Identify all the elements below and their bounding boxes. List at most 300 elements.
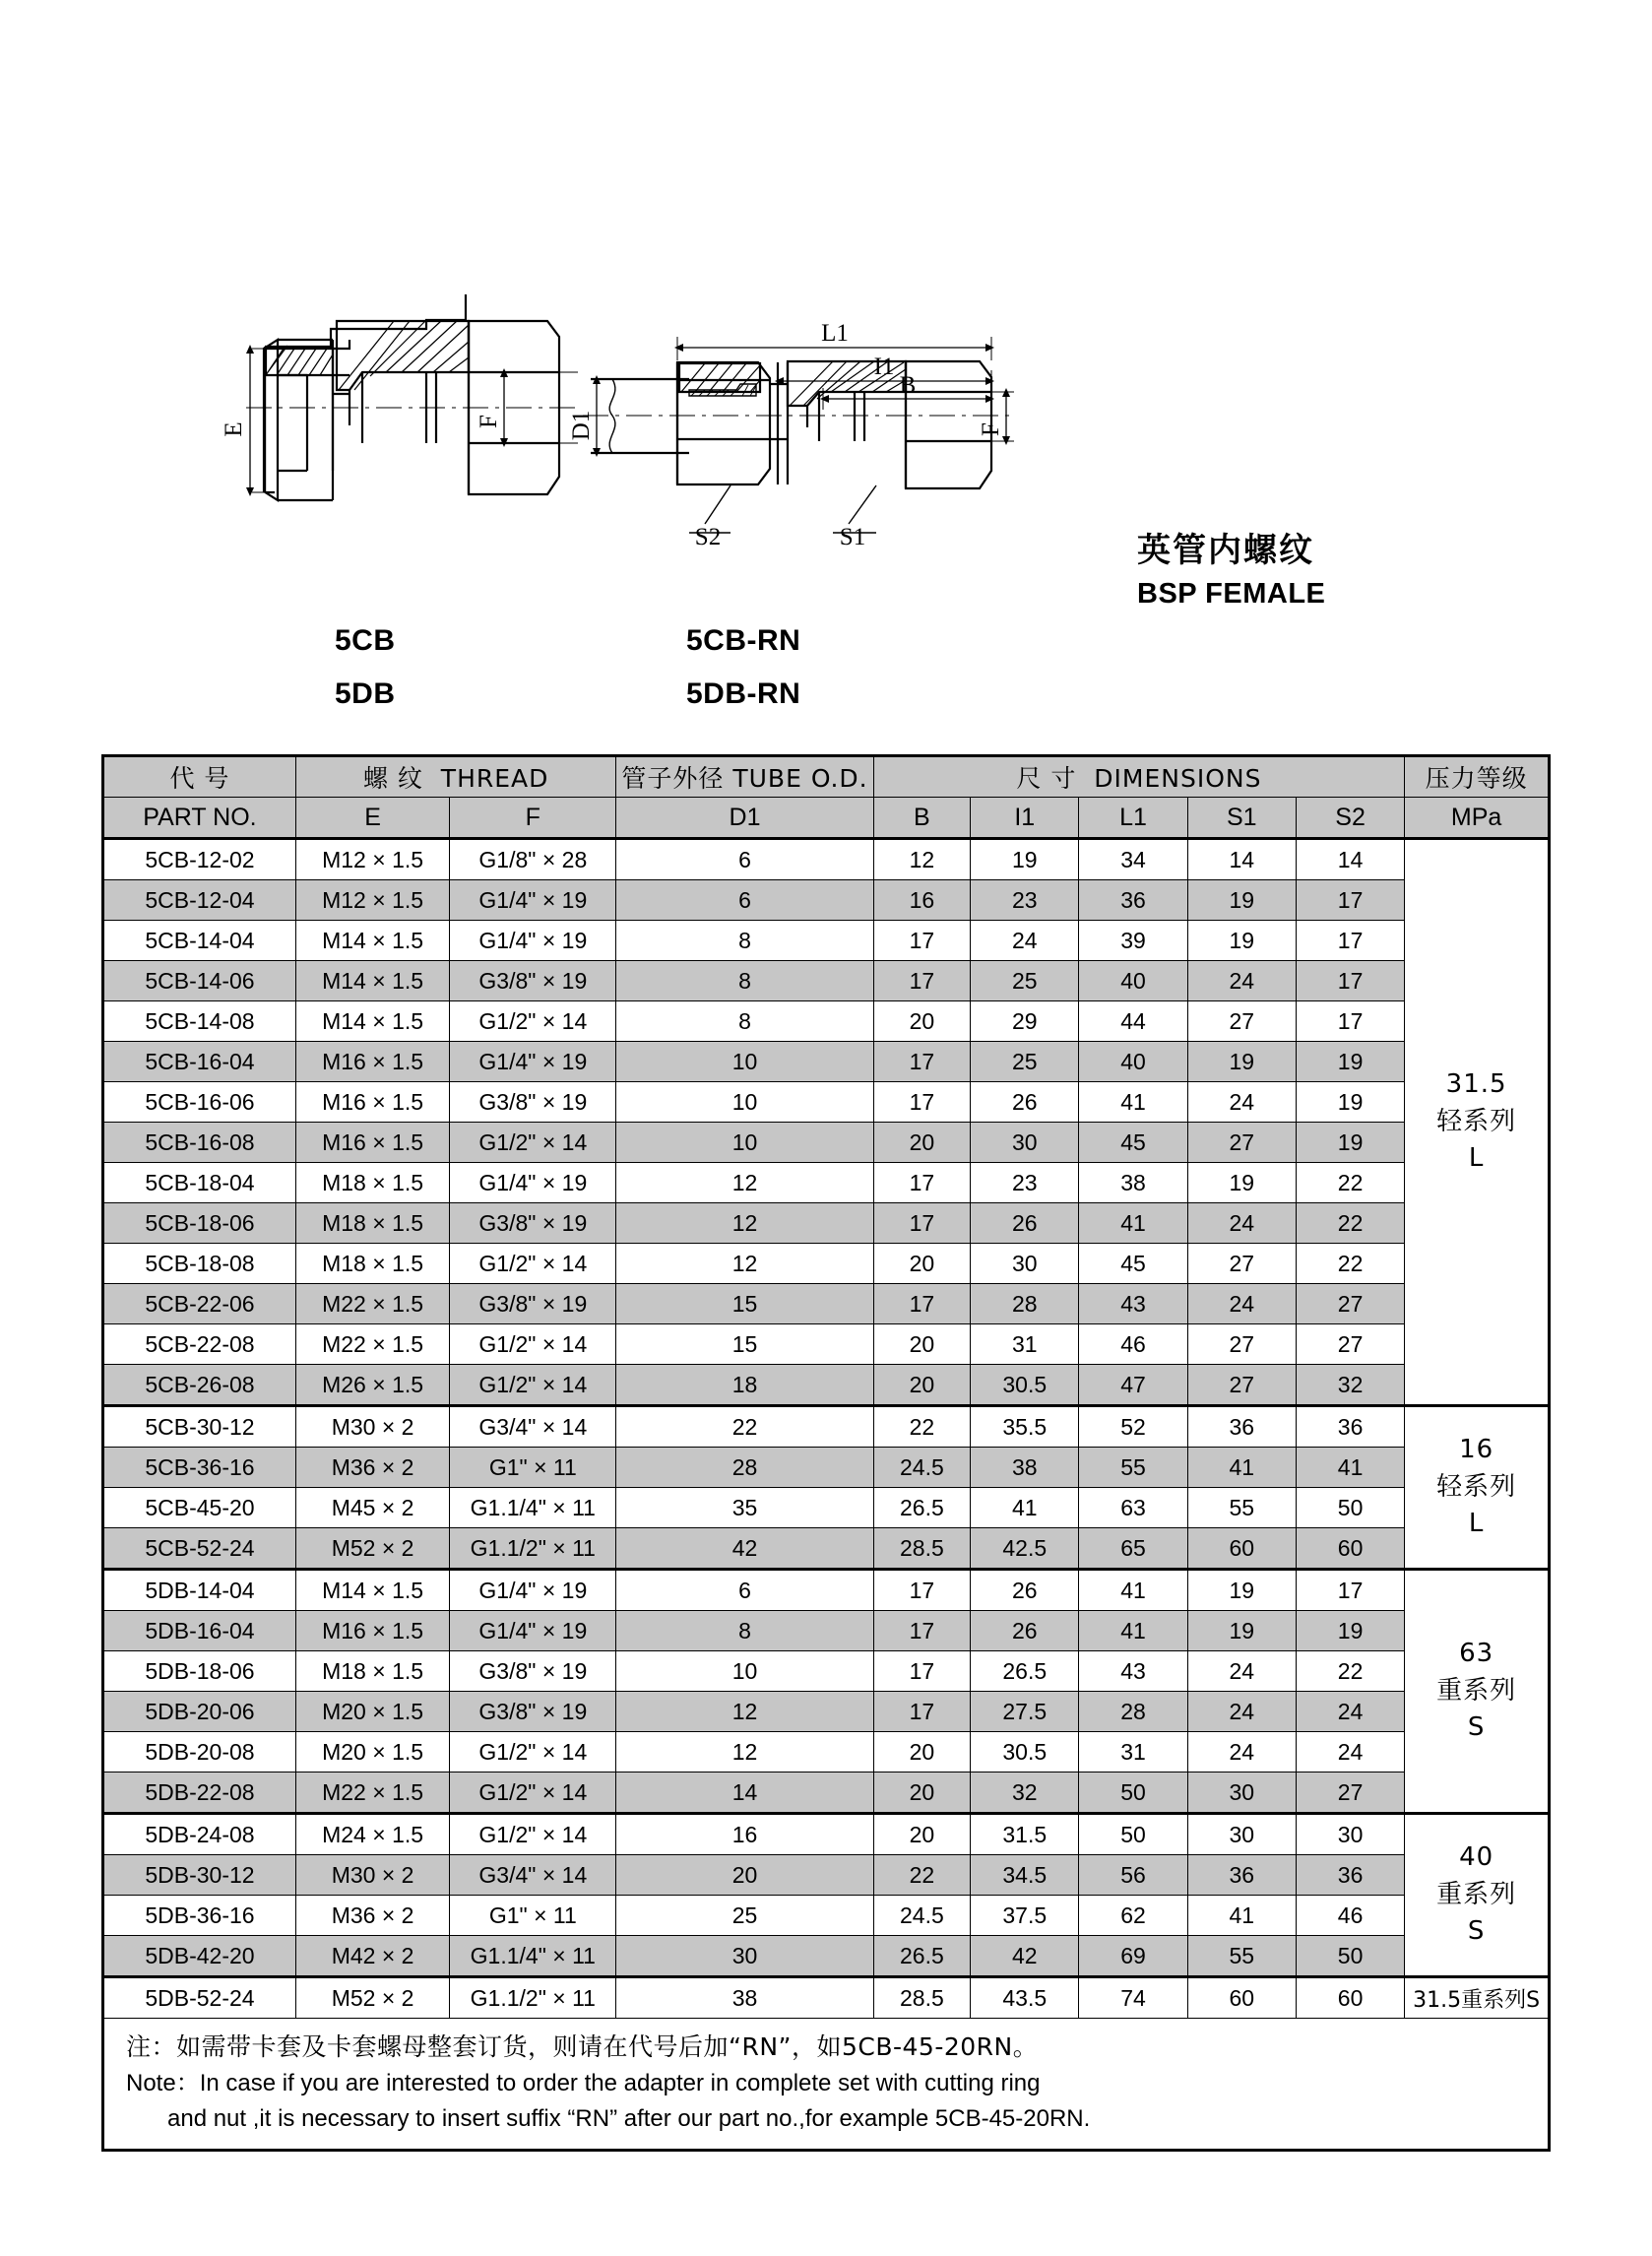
cell-thread-f: G1/2" × 14	[450, 1365, 616, 1406]
table-row	[103, 1977, 1550, 2019]
cell-dim-l1: 47	[1079, 1365, 1187, 1406]
cell-thread-f: G1.1/2" × 11	[450, 1528, 616, 1570]
cell-dim-i1: 23	[971, 1163, 1079, 1203]
pressure-series-cn: 重系列	[1436, 1675, 1517, 1706]
cell-dim-i1: 34.5	[971, 1855, 1079, 1896]
cell-pressure-rating	[1405, 1814, 1550, 1977]
cell-part-no: 5DB-22-08	[103, 1773, 296, 1814]
cell-part-no: 5DB-24-08	[103, 1814, 296, 1855]
cell-dim-i1: 25	[971, 961, 1079, 1001]
cell-part-no: 5CB-18-06	[103, 1203, 296, 1244]
cell-dim-s2: 22	[1296, 1203, 1404, 1244]
label-L1: L1	[821, 320, 849, 347]
label-F-left: F	[476, 415, 502, 428]
cell-thread-f: G3/8" × 19	[450, 1203, 616, 1244]
table-row	[103, 1651, 1550, 1692]
cell-dim-l1: 52	[1079, 1406, 1187, 1448]
cell-dim-b: 26.5	[873, 1936, 970, 1977]
cell-tube-od: 6	[616, 880, 873, 921]
cell-dim-b: 26.5	[873, 1488, 970, 1528]
label-E: E	[221, 421, 247, 437]
cell-tube-od: 10	[616, 1651, 873, 1692]
cell-dim-i1: 19	[971, 839, 1079, 880]
cell-part-no: 5CB-16-06	[103, 1082, 296, 1123]
cell-thread-f: G1/4" × 19	[450, 880, 616, 921]
cell-dim-b: 28.5	[873, 1528, 970, 1570]
cell-tube-od: 6	[616, 839, 873, 880]
cell-pressure-rating	[1405, 839, 1550, 1406]
cell-thread-f: G1/2" × 14	[450, 1244, 616, 1284]
table-row	[103, 961, 1550, 1001]
pressure-series-code: S	[1467, 1712, 1486, 1743]
cell-thread-f: G1/8" × 28	[450, 839, 616, 880]
cell-dim-s1: 27	[1187, 1001, 1296, 1042]
cell-pressure-rating	[1405, 1570, 1550, 1814]
cell-dim-b: 20	[873, 1814, 970, 1855]
cell-dim-l1: 45	[1079, 1244, 1187, 1284]
cell-dim-l1: 31	[1079, 1732, 1187, 1773]
label-I1: I1	[873, 354, 895, 380]
cell-tube-od: 20	[616, 1855, 873, 1896]
cell-thread-f: G1.1/2" × 11	[450, 1977, 616, 2019]
cell-dim-s1: 19	[1187, 921, 1296, 961]
cell-dim-s2: 17	[1296, 1570, 1404, 1611]
cell-dim-l1: 39	[1079, 921, 1187, 961]
col-S1: S1	[1187, 798, 1296, 839]
cell-dim-i1: 42	[971, 1936, 1079, 1977]
cell-dim-i1: 32	[971, 1773, 1079, 1814]
cell-dim-l1: 44	[1079, 1001, 1187, 1042]
col-S2: S2	[1296, 798, 1404, 839]
cell-tube-od: 10	[616, 1082, 873, 1123]
cell-dim-l1: 43	[1079, 1284, 1187, 1324]
cell-pressure-rating	[1405, 1406, 1550, 1570]
cell-dim-i1: 30	[971, 1244, 1079, 1284]
cell-dim-b: 17	[873, 1570, 970, 1611]
cell-dim-l1: 63	[1079, 1488, 1187, 1528]
table-row	[103, 1365, 1550, 1406]
cell-thread-f: G1/4" × 19	[450, 921, 616, 961]
table-row	[103, 1324, 1550, 1365]
table-row	[103, 1855, 1550, 1896]
cell-dim-s2: 17	[1296, 921, 1404, 961]
cell-dim-i1: 27.5	[971, 1692, 1079, 1732]
cell-thread-e: M16 × 1.5	[295, 1123, 449, 1163]
cell-thread-e: M14 × 1.5	[295, 921, 449, 961]
cell-dim-s2: 17	[1296, 1001, 1404, 1042]
cell-dim-s2: 17	[1296, 961, 1404, 1001]
col-D1: D1	[616, 798, 873, 839]
table-header-row-2	[103, 798, 1550, 839]
cell-dim-s1: 19	[1187, 1611, 1296, 1651]
cell-part-no: 5DB-42-20	[103, 1936, 296, 1977]
cell-dim-l1: 38	[1079, 1163, 1187, 1203]
cell-dim-i1: 23	[971, 880, 1079, 921]
cell-dim-i1: 29	[971, 1001, 1079, 1042]
table-row	[103, 1773, 1550, 1814]
note-row	[103, 2019, 1550, 2151]
cell-thread-f: G1" × 11	[450, 1896, 616, 1936]
cell-thread-e: M26 × 1.5	[295, 1365, 449, 1406]
cell-dim-i1: 24	[971, 921, 1079, 961]
cell-dim-s1: 24	[1187, 1203, 1296, 1244]
cell-tube-od: 10	[616, 1123, 873, 1163]
cell-dim-i1: 30.5	[971, 1365, 1079, 1406]
cell-dim-s2: 22	[1296, 1651, 1404, 1692]
col-group-pressure-cn: 压力等级	[1405, 756, 1550, 798]
cell-tube-od: 18	[616, 1365, 873, 1406]
cell-tube-od: 22	[616, 1406, 873, 1448]
cell-thread-f: G1/2" × 14	[450, 1123, 616, 1163]
cell-dim-b: 17	[873, 1611, 970, 1651]
cell-dim-s1: 41	[1187, 1448, 1296, 1488]
col-group-thread-en: THREAD	[440, 764, 549, 793]
cell-dim-i1: 41	[971, 1488, 1079, 1528]
cell-dim-s1: 19	[1187, 1570, 1296, 1611]
pressure-series-code: S	[1467, 1916, 1486, 1947]
cell-thread-f: G1/2" × 14	[450, 1814, 616, 1855]
cell-thread-f: G1/2" × 14	[450, 1324, 616, 1365]
cell-dim-s2: 30	[1296, 1814, 1404, 1855]
cell-part-no: 5CB-18-08	[103, 1244, 296, 1284]
table-body	[103, 839, 1550, 2019]
cell-thread-e: M12 × 1.5	[295, 880, 449, 921]
cell-thread-e: M16 × 1.5	[295, 1042, 449, 1082]
cell-dim-s2: 19	[1296, 1042, 1404, 1082]
cell-dim-l1: 41	[1079, 1570, 1187, 1611]
table-header-row-1	[103, 756, 1550, 798]
col-group-tube	[616, 756, 873, 798]
cell-thread-f: G3/8" × 19	[450, 1692, 616, 1732]
cell-dim-s2: 17	[1296, 880, 1404, 921]
cell-dim-i1: 31.5	[971, 1814, 1079, 1855]
cell-dim-s2: 22	[1296, 1244, 1404, 1284]
col-F: F	[450, 798, 616, 839]
cell-dim-b: 17	[873, 1082, 970, 1123]
cell-thread-f: G3/4" × 14	[450, 1855, 616, 1896]
cell-dim-b: 20	[873, 1123, 970, 1163]
label-F-right: F	[978, 422, 1004, 436]
cell-dim-s2: 19	[1296, 1123, 1404, 1163]
cell-tube-od: 15	[616, 1324, 873, 1365]
cell-dim-l1: 56	[1079, 1855, 1187, 1896]
pressure-value: 16	[1459, 1434, 1494, 1464]
cell-thread-f: G1/2" × 14	[450, 1001, 616, 1042]
cell-dim-l1: 74	[1079, 1977, 1187, 2019]
drawing-area	[0, 246, 1652, 709]
cell-dim-s1: 14	[1187, 839, 1296, 880]
cell-dim-i1: 26	[971, 1570, 1079, 1611]
cell-tube-od: 8	[616, 1611, 873, 1651]
pressure-series-code: L	[1468, 1509, 1485, 1539]
cell-dim-i1: 43.5	[971, 1977, 1079, 2019]
cell-tube-od: 15	[616, 1284, 873, 1324]
cell-tube-od: 28	[616, 1448, 873, 1488]
cell-dim-i1: 26	[971, 1082, 1079, 1123]
table-row	[103, 1448, 1550, 1488]
table-row	[103, 1488, 1550, 1528]
table-row	[103, 1082, 1550, 1123]
cell-dim-i1: 38	[971, 1448, 1079, 1488]
cell-dim-s1: 55	[1187, 1488, 1296, 1528]
cell-dim-l1: 34	[1079, 839, 1187, 880]
cell-tube-od: 8	[616, 921, 873, 961]
cell-dim-i1: 25	[971, 1042, 1079, 1082]
cell-thread-f: G1.1/4" × 11	[450, 1936, 616, 1977]
cell-thread-e: M20 × 1.5	[295, 1732, 449, 1773]
cell-tube-od: 30	[616, 1936, 873, 1977]
cell-dim-s2: 41	[1296, 1448, 1404, 1488]
cell-dim-b: 24.5	[873, 1448, 970, 1488]
cell-thread-e: M14 × 1.5	[295, 1001, 449, 1042]
cell-thread-f: G1/4" × 19	[450, 1570, 616, 1611]
cell-dim-s2: 60	[1296, 1977, 1404, 2019]
cell-dim-l1: 36	[1079, 880, 1187, 921]
cell-part-no: 5CB-22-08	[103, 1324, 296, 1365]
figure-5cb-rn-drawing	[583, 337, 1014, 533]
cell-dim-s2: 19	[1296, 1611, 1404, 1651]
cell-part-no: 5CB-30-12	[103, 1406, 296, 1448]
cell-part-no: 5DB-20-08	[103, 1732, 296, 1773]
cell-dim-b: 17	[873, 1651, 970, 1692]
cell-thread-f: G1/4" × 19	[450, 1611, 616, 1651]
figure-5cb-drawing	[246, 294, 578, 500]
cell-dim-b: 22	[873, 1855, 970, 1896]
specification-table-wrap	[101, 754, 1551, 2152]
cell-part-no: 5DB-52-24	[103, 1977, 296, 2019]
cell-dim-s2: 19	[1296, 1082, 1404, 1123]
cell-tube-od: 25	[616, 1896, 873, 1936]
col-group-part-no-cn: 代 号	[103, 756, 296, 798]
cell-dim-s1: 41	[1187, 1896, 1296, 1936]
label-S1: S1	[839, 524, 866, 550]
cell-dim-l1: 65	[1079, 1528, 1187, 1570]
figure-caption-5cb-rn: 5CB-RN	[686, 624, 801, 657]
table-row	[103, 1001, 1550, 1042]
cell-tube-od: 12	[616, 1163, 873, 1203]
cell-dim-l1: 50	[1079, 1814, 1187, 1855]
cell-dim-i1: 26.5	[971, 1651, 1079, 1692]
specification-table	[101, 754, 1551, 2152]
cell-thread-f: G1.1/4" × 11	[450, 1488, 616, 1528]
cell-dim-l1: 46	[1079, 1324, 1187, 1365]
cell-tube-od: 12	[616, 1203, 873, 1244]
cell-dim-s1: 55	[1187, 1936, 1296, 1977]
table-row	[103, 1692, 1550, 1732]
cell-dim-s1: 19	[1187, 1042, 1296, 1082]
technical-drawings-svg	[0, 246, 1652, 709]
cell-dim-i1: 26	[971, 1203, 1079, 1244]
cell-part-no: 5CB-16-04	[103, 1042, 296, 1082]
note-line-en-2: and nut ,it is necessary to insert suffix “RN” after our part no.,for example 5CB-45-20RN.	[167, 2104, 1091, 2132]
cell-part-no: 5CB-12-04	[103, 880, 296, 921]
cell-thread-e: M22 × 1.5	[295, 1773, 449, 1814]
figure-caption-5db-rn: 5DB-RN	[686, 677, 801, 710]
cell-dim-b: 28.5	[873, 1977, 970, 2019]
cell-dim-s2: 60	[1296, 1528, 1404, 1570]
table-row	[103, 1123, 1550, 1163]
cell-dim-b: 17	[873, 1203, 970, 1244]
cell-dim-s1: 30	[1187, 1773, 1296, 1814]
cell-part-no: 5CB-22-06	[103, 1284, 296, 1324]
table-row	[103, 1244, 1550, 1284]
cell-thread-f: G1" × 11	[450, 1448, 616, 1488]
cell-part-no: 5CB-14-08	[103, 1001, 296, 1042]
cell-dim-s1: 24	[1187, 1732, 1296, 1773]
col-E: E	[295, 798, 449, 839]
cell-dim-s2: 22	[1296, 1163, 1404, 1203]
product-title-cn: 英管内螺纹	[1137, 531, 1314, 570]
cell-thread-e: M52 × 2	[295, 1977, 449, 2019]
cell-thread-f: G3/4" × 14	[450, 1406, 616, 1448]
cell-dim-b: 16	[873, 880, 970, 921]
table-row	[103, 839, 1550, 880]
cell-dim-s2: 27	[1296, 1324, 1404, 1365]
cell-dim-b: 20	[873, 1773, 970, 1814]
col-pressure-unit: MPa	[1405, 798, 1550, 839]
cell-dim-s1: 24	[1187, 961, 1296, 1001]
cell-part-no: 5DB-20-06	[103, 1692, 296, 1732]
cell-dim-i1: 30.5	[971, 1732, 1079, 1773]
col-group-tube-cn: 管子外径	[621, 764, 725, 793]
cell-dim-s2: 14	[1296, 839, 1404, 880]
table-row	[103, 1936, 1550, 1977]
cell-tube-od: 6	[616, 1570, 873, 1611]
cell-dim-s2: 50	[1296, 1488, 1404, 1528]
pressure-series-cn: 重系列	[1436, 1879, 1517, 1909]
pressure-value: 63	[1459, 1638, 1494, 1668]
cell-thread-f: G3/8" × 19	[450, 1082, 616, 1123]
cell-thread-e: M30 × 2	[295, 1406, 449, 1448]
cell-dim-s1: 27	[1187, 1123, 1296, 1163]
product-title-en: BSP FEMALE	[1137, 577, 1326, 610]
table-row	[103, 880, 1550, 921]
col-part-no-en: PART NO.	[103, 798, 296, 839]
cell-dim-b: 20	[873, 1732, 970, 1773]
cell-dim-s1: 27	[1187, 1324, 1296, 1365]
cell-dim-s2: 36	[1296, 1406, 1404, 1448]
cell-thread-f: G1/2" × 14	[450, 1732, 616, 1773]
label-B: B	[899, 372, 917, 399]
cell-thread-e: M20 × 1.5	[295, 1692, 449, 1732]
cell-thread-e: M18 × 1.5	[295, 1163, 449, 1203]
cell-dim-s2: 27	[1296, 1773, 1404, 1814]
cell-dim-b: 17	[873, 1284, 970, 1324]
cell-dim-s1: 27	[1187, 1244, 1296, 1284]
table-row	[103, 1203, 1550, 1244]
cell-thread-e: M18 × 1.5	[295, 1651, 449, 1692]
figure-caption-5cb: 5CB	[335, 624, 396, 657]
cell-part-no: 5DB-18-06	[103, 1651, 296, 1692]
cell-part-no: 5CB-14-04	[103, 921, 296, 961]
table-footer	[103, 2019, 1550, 2151]
cell-dim-i1: 30	[971, 1123, 1079, 1163]
cell-thread-e: M14 × 1.5	[295, 961, 449, 1001]
table-row	[103, 1284, 1550, 1324]
cell-dim-s2: 27	[1296, 1284, 1404, 1324]
cell-dim-b: 17	[873, 1163, 970, 1203]
cell-dim-s2: 46	[1296, 1896, 1404, 1936]
cell-thread-e: M30 × 2	[295, 1855, 449, 1896]
table-row	[103, 1896, 1550, 1936]
cell-dim-b: 20	[873, 1324, 970, 1365]
label-S2: S2	[694, 524, 722, 550]
cell-thread-e: M22 × 1.5	[295, 1324, 449, 1365]
cell-dim-i1: 31	[971, 1324, 1079, 1365]
cell-dim-b: 17	[873, 961, 970, 1001]
cell-part-no: 5CB-45-20	[103, 1488, 296, 1528]
cell-tube-od: 38	[616, 1977, 873, 2019]
cell-tube-od: 42	[616, 1528, 873, 1570]
cell-dim-b: 20	[873, 1244, 970, 1284]
table-row	[103, 1732, 1550, 1773]
cell-dim-i1: 28	[971, 1284, 1079, 1324]
table-row	[103, 1406, 1550, 1448]
cell-thread-e: M12 × 1.5	[295, 839, 449, 880]
cell-dim-b: 12	[873, 839, 970, 880]
cell-part-no: 5CB-36-16	[103, 1448, 296, 1488]
cell-thread-f: G1/4" × 19	[450, 1042, 616, 1082]
pressure-series-cn: 轻系列	[1436, 1471, 1517, 1502]
cell-thread-e: M16 × 1.5	[295, 1082, 449, 1123]
cell-tube-od: 16	[616, 1814, 873, 1855]
cell-thread-e: M36 × 2	[295, 1448, 449, 1488]
cell-dim-s1: 60	[1187, 1977, 1296, 2019]
pressure-value: 31.5	[1445, 1068, 1507, 1099]
cell-tube-od: 8	[616, 1001, 873, 1042]
table-row	[103, 1528, 1550, 1570]
cell-part-no: 5CB-52-24	[103, 1528, 296, 1570]
note-line-en-1: Note：In case if you are interested to order the adapter in complete set with cutting ring	[126, 2069, 1041, 2096]
cell-dim-s1: 24	[1187, 1692, 1296, 1732]
figure-caption-5db: 5DB	[335, 677, 396, 710]
cell-thread-e: M16 × 1.5	[295, 1611, 449, 1651]
cell-dim-s1: 27	[1187, 1365, 1296, 1406]
cell-dim-i1: 26	[971, 1611, 1079, 1651]
cell-dim-i1: 42.5	[971, 1528, 1079, 1570]
note-block	[103, 2019, 1550, 2151]
cell-tube-od: 12	[616, 1732, 873, 1773]
cell-thread-e: M18 × 1.5	[295, 1203, 449, 1244]
cell-dim-s1: 36	[1187, 1855, 1296, 1896]
cell-tube-od: 12	[616, 1244, 873, 1284]
cell-dim-s1: 24	[1187, 1082, 1296, 1123]
cell-tube-od: 14	[616, 1773, 873, 1814]
cell-dim-b: 20	[873, 1001, 970, 1042]
cell-tube-od: 8	[616, 961, 873, 1001]
cell-dim-s1: 24	[1187, 1284, 1296, 1324]
cell-thread-f: G1/4" × 19	[450, 1163, 616, 1203]
cell-dim-s2: 32	[1296, 1365, 1404, 1406]
cell-dim-l1: 40	[1079, 961, 1187, 1001]
pressure-series-code: L	[1468, 1143, 1485, 1174]
cell-part-no: 5CB-18-04	[103, 1163, 296, 1203]
cell-dim-s2: 24	[1296, 1692, 1404, 1732]
col-group-thread-cn: 螺 纹	[362, 764, 423, 793]
cell-part-no: 5CB-14-06	[103, 961, 296, 1001]
pressure-value: 40	[1459, 1841, 1494, 1872]
cell-dim-l1: 69	[1079, 1936, 1187, 1977]
cell-thread-f: G3/8" × 19	[450, 1284, 616, 1324]
cell-dim-l1: 43	[1079, 1651, 1187, 1692]
cell-dim-s1: 30	[1187, 1814, 1296, 1855]
cell-dim-s1: 36	[1187, 1406, 1296, 1448]
col-group-dimensions	[873, 756, 1405, 798]
cell-thread-e: M45 × 2	[295, 1488, 449, 1528]
cell-thread-e: M18 × 1.5	[295, 1244, 449, 1284]
cell-dim-i1: 37.5	[971, 1896, 1079, 1936]
note-line-cn: 注：如需带卡套及卡套螺母整套订货，则请在代号后加“RN”，如5CB-45-20RN。	[126, 2032, 1039, 2061]
